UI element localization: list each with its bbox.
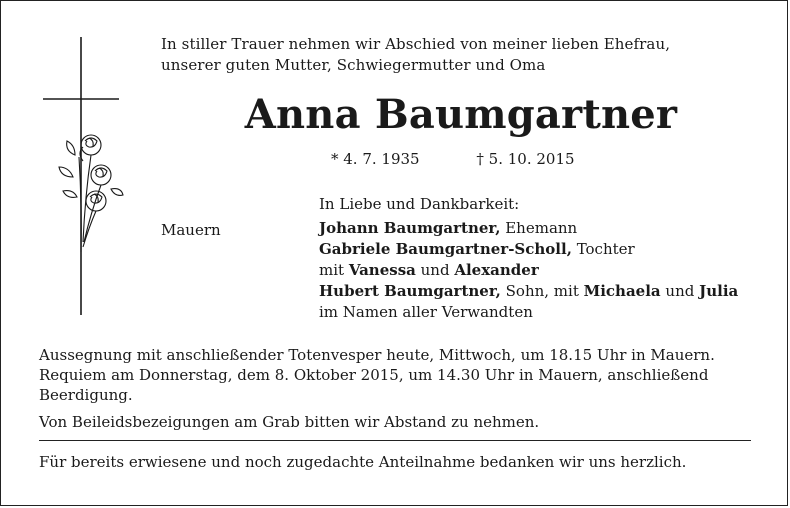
place-name: Mauern	[161, 221, 221, 239]
mourner-name: Julia	[699, 282, 739, 300]
mourner-relation: Tochter	[571, 240, 635, 258]
mourner-name: Michaela	[583, 282, 661, 300]
mourner-name: Johann Baumgartner,	[319, 219, 501, 237]
intro-line-1: In stiller Trauer nehmen wir Abschied von meiner lieben Ehefrau,	[161, 35, 671, 53]
mourner-relation: Sohn, mit	[500, 282, 584, 300]
birth-date: * 4. 7. 1935	[331, 150, 420, 168]
deceased-name: Anna Baumgartner	[244, 91, 678, 138]
cross-icon	[43, 37, 119, 315]
mourners-list	[319, 218, 769, 323]
divider	[39, 440, 751, 441]
thanks-line: In Liebe und Dankbarkeit:	[319, 195, 520, 213]
mourner-text: und	[415, 261, 455, 279]
mourner-relatives: im Namen aller Verwandten	[319, 303, 533, 321]
mourner-name: Alexander	[454, 261, 539, 279]
service-details: Aussegnung mit anschließender Totenvesper heute, Mittwoch, um 18.15 Uhr in Mauern. Requiem am Donnerstag, dem 8. Oktober 2015, um 14.30 Uhr in Mauern, anschließend Beerdigung.	[39, 346, 715, 404]
mourner-name: Hubert Baumgartner,	[319, 282, 501, 300]
mourner-name: Vanessa	[348, 261, 416, 279]
mourner-husband	[319, 218, 769, 239]
life-dates	[331, 149, 661, 169]
service-info	[39, 345, 761, 432]
mourner-name: Gabriele Baumgartner-Scholl,	[319, 240, 572, 258]
mourner-relation: Ehemann	[500, 219, 578, 237]
cross-with-roses	[39, 37, 124, 322]
intro-text	[161, 34, 761, 76]
intro-line-2: unserer guten Mutter, Schwiegermutter und Oma	[161, 56, 546, 74]
death-date: † 5. 10. 2015	[476, 150, 575, 168]
mourner-text: mit	[319, 261, 349, 279]
mourner-son	[319, 281, 769, 302]
mourner-grandchildren	[319, 260, 769, 281]
condolence-request: Von Beileidsbezeigungen am Grab bitten wir Abstand zu nehmen.	[39, 413, 540, 431]
mourner-daughter	[319, 239, 769, 260]
roses-icon	[59, 135, 123, 252]
closing-thanks: Für bereits erwiesene und noch zugedachte Anteilnahme bedanken wir uns herzlich.	[39, 453, 687, 471]
mourner-text: und	[660, 282, 700, 300]
